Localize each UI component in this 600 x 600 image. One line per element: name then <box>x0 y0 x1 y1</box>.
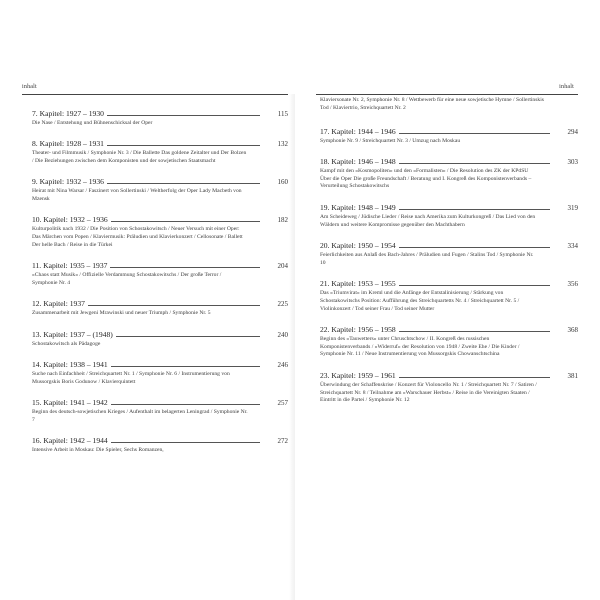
chapter-title: 14. Kapitel: 1938 – 1941 <box>32 360 108 370</box>
left-header-rule <box>22 94 288 95</box>
continued-description: Klaviersonate Nr. 2, Symphonie Nr. 8 / Wettbewerb für eine neue sowjetische Hymne / Sollertinskis Tod / Klaviertrio, Streichquartett Nr. 2 <box>320 97 544 111</box>
chapter-description: Am Scheideweg / Jüdische Lieder / Reise nach Amerika zum Kulturkongreß / Das Lied von den Wäldern und weitere Kompromisse gegenüber den Machthabern <box>320 213 536 228</box>
title-rule <box>110 267 260 268</box>
gutter-shadow <box>289 94 295 600</box>
right-toc-list <box>320 97 578 413</box>
chapter-description: Beginn des »Tauwetters« unter Chruschtschow / II. Kongreß des russischen Komponistenverbands / »Widerruf« der Resolution von 1948 / Zweite Ehe / Die Kinder / Symphonie Nr. 11 / Neue Instrumentierung von Mussorgskis Chowanschtschina <box>320 335 520 358</box>
chapter-title: 13. Kapitel: 1937 – (1948) <box>32 329 113 339</box>
page-number: 204 <box>277 262 288 271</box>
chapter-title: 16. Kapitel: 1942 – 1944 <box>32 436 108 446</box>
toc-entry <box>320 199 578 230</box>
toc-entry <box>320 237 578 268</box>
toc-entry <box>320 275 578 313</box>
chapter-title: 9. Kapitel: 1932 – 1936 <box>32 177 104 187</box>
chapter-description: Feierlichkeiten aus Anlaß des Bach-Jahres / Präludien und Fugen / Stalins Tod / Symphonie Nr. 10 <box>320 251 534 266</box>
chapter-title: 11. Kapitel: 1935 – 1937 <box>32 261 108 271</box>
title-rule <box>111 404 260 405</box>
chapter-title: 8. Kapitel: 1928 – 1931 <box>32 139 104 149</box>
page-number: 356 <box>567 279 578 288</box>
page-number: 381 <box>567 371 578 380</box>
title-rule <box>399 285 550 286</box>
title-rule <box>111 442 260 443</box>
page-number: 246 <box>277 361 288 370</box>
title-rule <box>88 305 260 306</box>
chapter-description: Theater- und Filmmusik / Symphonie Nr. 3 / Die Ballette Das goldene Zeitalter und Der Bolzen / Die Beziehungen zwischen dem Komponisten und der sowjetischen Staatsmacht <box>32 150 247 165</box>
chapter-description: Intensive Arbeit in Moskau: Die Spieler, Sechs Romanzen, <box>32 447 164 454</box>
title-rule <box>399 331 550 332</box>
chapter-title: 22. Kapitel: 1956 – 1958 <box>320 324 396 334</box>
chapter-description: Das »Triumvirat« im Kreml und die Anfänge der Entstalinisierung / Stärkung von Schostakowitschs Position: Aufführung des Streichquartetts Nr. 4 / Streichquartett Nr. 5 / Violinkonzert / Tod seiner Frau / Tod seiner Mutter <box>320 289 520 312</box>
chapter-description: Kampf mit den »Kosmopoliten« und den »Formalisten« / Die Resolution des ZK der KPdSU Über die Oper Die große Freundschaft / Beratung und I. Kongreß des Komponistenverbands – Verurteilung Schostakowitschs <box>320 167 532 190</box>
toc-entry <box>32 105 288 128</box>
title-rule <box>107 115 260 116</box>
toc-entry <box>320 153 578 191</box>
toc-entry <box>320 321 578 359</box>
title-rule <box>107 145 260 146</box>
page-number: 257 <box>277 399 288 408</box>
right-header-rule <box>316 94 578 95</box>
toc-entry <box>32 211 288 249</box>
page-number: 368 <box>567 325 578 334</box>
chapter-description: Die Nase / Entstehung und Bühnenschicksal der Oper <box>32 120 153 126</box>
right-running-header: inhalt <box>559 84 574 90</box>
title-rule <box>116 336 260 337</box>
chapter-title: 19. Kapitel: 1948 – 1949 <box>320 202 396 212</box>
page-number: 334 <box>567 241 578 250</box>
title-rule <box>111 221 260 222</box>
title-rule <box>107 183 260 184</box>
title-rule <box>399 133 550 134</box>
chapter-title: 17. Kapitel: 1944 – 1946 <box>320 126 396 136</box>
page-number: 272 <box>277 437 288 446</box>
chapter-title: 18. Kapitel: 1946 – 1948 <box>320 156 396 166</box>
chapter-description: Beginn des deutsch-sowjetischen Krieges / Aufenthalt im belagerten Leningrad / Symphonie Nr. 7 <box>32 409 248 423</box>
page-number: 182 <box>277 216 288 225</box>
title-rule <box>399 247 550 248</box>
page-number: 225 <box>277 300 288 309</box>
toc-entry <box>32 257 288 288</box>
left-running-header: inhalt <box>22 84 37 90</box>
chapter-description: Symphonie Nr. 9 / Streichquartett Nr. 3 / Umzug nach Moskau <box>320 137 461 144</box>
page-number: 240 <box>277 330 288 339</box>
toc-entry <box>32 295 288 318</box>
chapter-title: 7. Kapitel: 1927 – 1930 <box>32 109 104 118</box>
chapter-description: Suche nach Einfachheit / Streichquartett Nr. 1 / Symphonie Nr. 6 / Instrumentierung von Mussorgskis Boris Godunow / Klavierquintett <box>32 371 230 385</box>
chapter-title: 15. Kapitel: 1941 – 1942 <box>32 398 108 408</box>
toc-entry <box>32 356 288 387</box>
toc-entry <box>32 432 288 455</box>
chapter-description: Heirat mit Nina Warsar / Faszinert von Sollertinski / Weltherfolg der Oper Lady Macbeth von Mzensk <box>32 188 242 203</box>
page-number: 319 <box>567 203 578 212</box>
chapter-description: »Chaos statt Musik« / Offizielle Verdammung Schostakowitschs / Der große Terror / Symphonie Nr. 4 <box>32 272 222 287</box>
chapter-description: Zusammenarbeit mit Jewgeni Mrawinski und neuer Triumph / Symphonie Nr. 5 <box>32 310 211 317</box>
chapter-description: Kulturpolitik nach 1932 / Die Position von Schostakowitsch / Neuer Versuch mit einer Oper: Das Märchen vom Popen / Klaviermusik: Präludien und Klavierkonzert / Cellosonate / Ballett Der helle Bach / Reise in die Türkei <box>32 226 243 249</box>
chapter-description: Schostakowitsch als Pädagoge <box>32 340 101 347</box>
toc-entry <box>32 326 288 349</box>
chapter-title: 12. Kapitel: 1937 <box>32 299 85 309</box>
toc-entry <box>320 367 578 405</box>
title-rule <box>399 163 550 164</box>
chapter-title: 10. Kapitel: 1932 – 1936 <box>32 215 108 225</box>
left-toc-list <box>32 105 288 463</box>
page-number: 115 <box>277 110 288 118</box>
page-number: 303 <box>567 157 578 166</box>
page-number: 294 <box>567 127 578 136</box>
toc-entry <box>32 173 288 204</box>
chapter-description: Überwindung der Schaffenskrise / Konzert für Violoncello Nr. 1 / Streichquartett Nr. 7 / Satiren / Streichquartett Nr. 8 / Teilnahme am »Warschauer Herbst« / Reise in die Vereinigten Staaten / Eintritt in die Partei / Symphonie Nr. 12 <box>320 381 537 404</box>
chapter-title: 21. Kapitel: 1953 – 1955 <box>320 278 396 288</box>
title-rule <box>111 366 260 367</box>
toc-entry <box>320 123 578 146</box>
chapter-title: 20. Kapitel: 1950 – 1954 <box>320 240 396 250</box>
chapter-title: 23. Kapitel: 1959 – 1961 <box>320 370 396 380</box>
page-number: 132 <box>277 140 288 149</box>
toc-entry <box>32 394 288 425</box>
title-rule <box>399 209 550 210</box>
title-rule <box>399 377 550 378</box>
page-number: 160 <box>277 178 288 187</box>
toc-entry <box>32 135 288 166</box>
